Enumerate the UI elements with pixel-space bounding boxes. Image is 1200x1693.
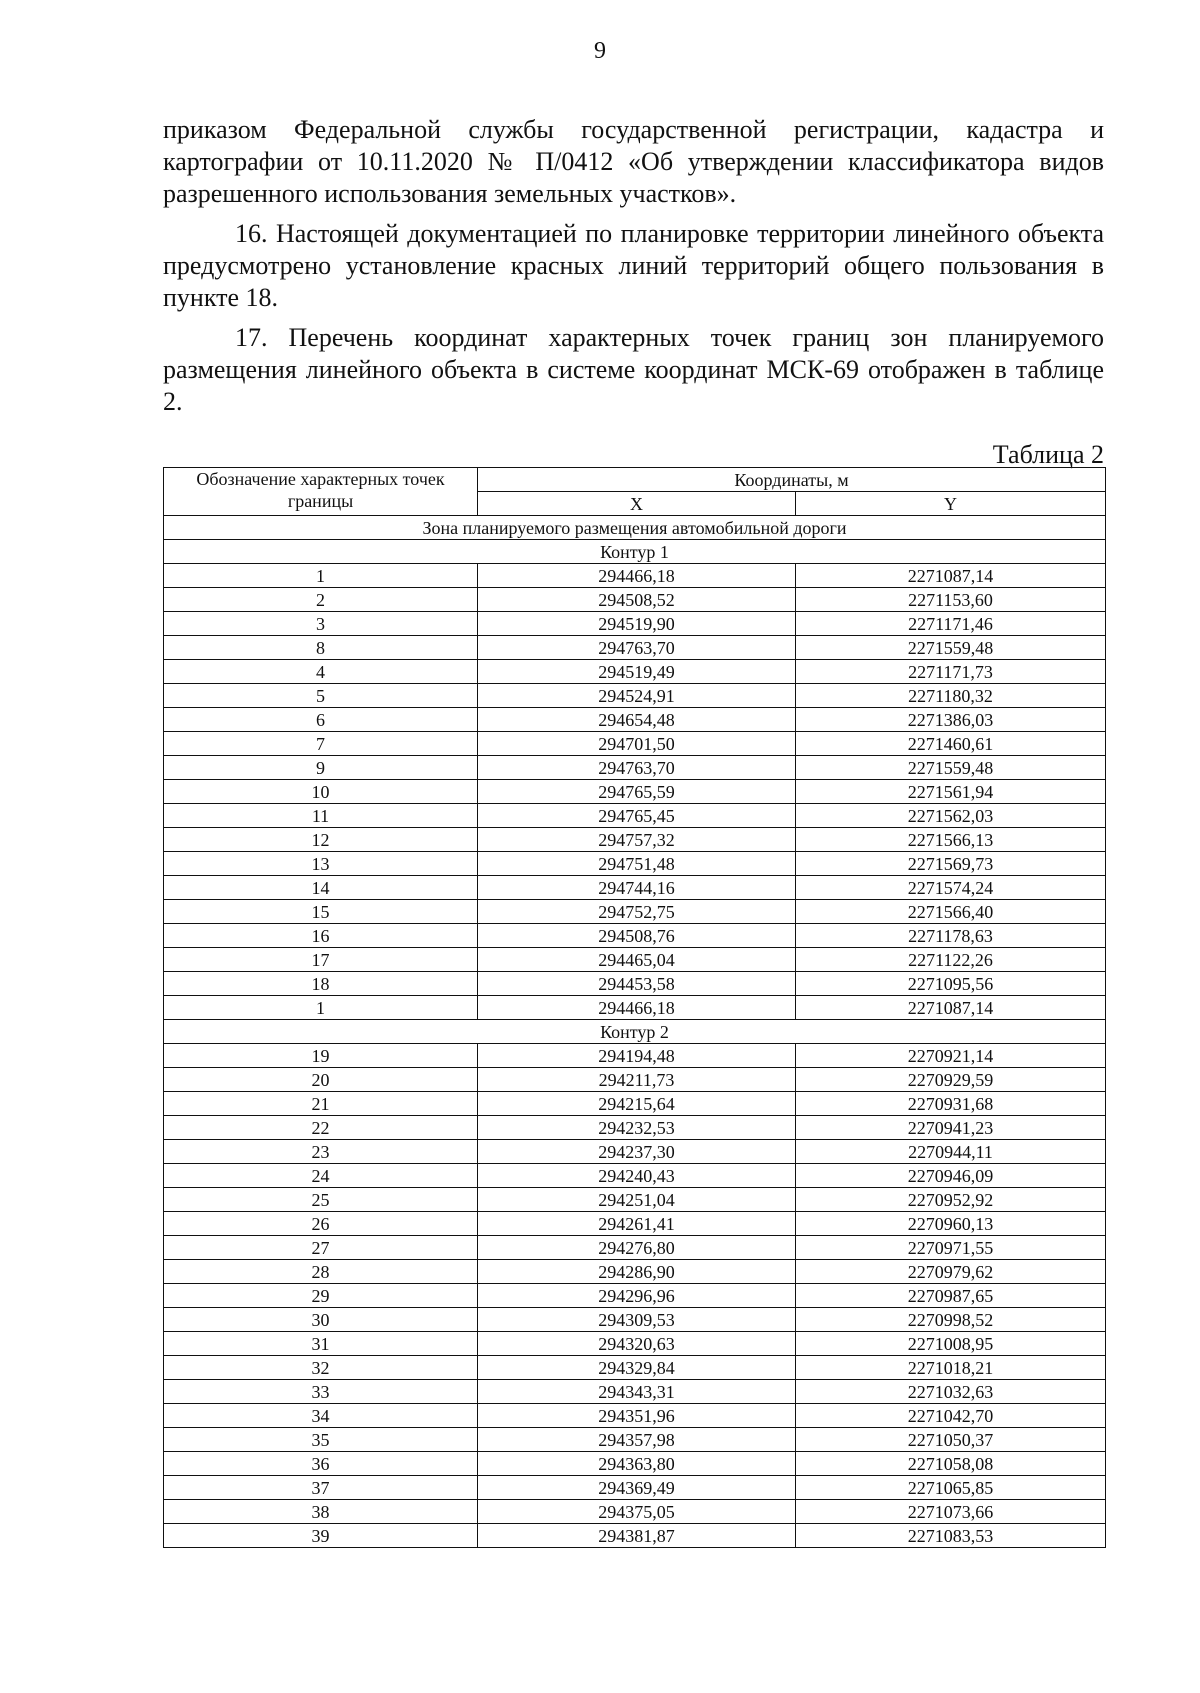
coord-x: 294519,49: [478, 660, 796, 684]
table-row: [164, 1260, 1106, 1284]
coord-y: 2271566,13: [796, 828, 1106, 852]
coord-x: 294744,16: [478, 876, 796, 900]
coord-x: 294215,64: [478, 1092, 796, 1116]
coord-y: 2270987,65: [796, 1284, 1106, 1308]
coord-y: 2271171,46: [796, 612, 1106, 636]
header-x: X: [478, 492, 796, 516]
contour-title: Контур 1: [164, 540, 1106, 564]
point-number: 6: [164, 708, 478, 732]
table-row: [164, 1236, 1106, 1260]
point-number: 38: [164, 1500, 478, 1524]
point-number: 16: [164, 924, 478, 948]
coord-x: 294369,49: [478, 1476, 796, 1500]
coord-x: 294251,04: [478, 1188, 796, 1212]
table-row: [164, 1068, 1106, 1092]
point-number: 12: [164, 828, 478, 852]
table-row: [164, 804, 1106, 828]
coord-x: 294381,87: [478, 1524, 796, 1548]
table-row: [164, 1308, 1106, 1332]
point-number: 13: [164, 852, 478, 876]
coordinates-table: [163, 467, 1106, 1548]
coord-y: 2271087,14: [796, 564, 1106, 588]
header-coordinates: Координаты, м: [478, 468, 1106, 492]
contour-title-row: [164, 1020, 1106, 1044]
coord-x: 294375,05: [478, 1500, 796, 1524]
contour-title: Контур 2: [164, 1020, 1106, 1044]
point-number: 4: [164, 660, 478, 684]
table-row: [164, 948, 1106, 972]
point-number: 26: [164, 1212, 478, 1236]
table-row: [164, 708, 1106, 732]
table-row: [164, 900, 1106, 924]
coord-y: 2271083,53: [796, 1524, 1106, 1548]
table-row: [164, 1188, 1106, 1212]
coord-y: 2271087,14: [796, 996, 1106, 1020]
header-points: Обозначение характерных точек границы: [164, 468, 478, 516]
coord-y: 2270960,13: [796, 1212, 1106, 1236]
coord-y: 2270998,52: [796, 1308, 1106, 1332]
coord-x: 294751,48: [478, 852, 796, 876]
coord-x: 294508,52: [478, 588, 796, 612]
point-number: 14: [164, 876, 478, 900]
coord-x: 294465,04: [478, 948, 796, 972]
coord-y: 2271562,03: [796, 804, 1106, 828]
coord-x: 294329,84: [478, 1356, 796, 1380]
coord-y: 2271153,60: [796, 588, 1106, 612]
coord-y: 2270971,55: [796, 1236, 1106, 1260]
paragraph-continuation: приказом Федеральной службы государственной регистрации, кадастра и картографии от 10.11.2020 № П/0412 «Об утверждении классификатора видов разрешенного использования земельных участков».: [163, 115, 1104, 208]
coord-y: 2271180,32: [796, 684, 1106, 708]
coord-y: 2271171,73: [796, 660, 1106, 684]
zone-title: Зона планируемого размещения автомобильной дороги: [164, 516, 1106, 540]
table-row: [164, 564, 1106, 588]
table-row: [164, 1092, 1106, 1116]
coord-x: 294701,50: [478, 732, 796, 756]
point-number: 2: [164, 588, 478, 612]
table-row: [164, 828, 1106, 852]
table-row: [164, 1428, 1106, 1452]
coord-x: 294357,98: [478, 1428, 796, 1452]
coord-x: 294524,91: [478, 684, 796, 708]
table-row: [164, 1380, 1106, 1404]
table-row: [164, 1284, 1106, 1308]
table-row: [164, 1116, 1106, 1140]
table-body: [164, 516, 1106, 1548]
coord-x: 294466,18: [478, 996, 796, 1020]
table-row: [164, 780, 1106, 804]
coord-x: 294508,76: [478, 924, 796, 948]
point-number: 31: [164, 1332, 478, 1356]
coord-y: 2271569,73: [796, 852, 1106, 876]
point-number: 9: [164, 756, 478, 780]
coord-x: 294466,18: [478, 564, 796, 588]
coord-x: 294237,30: [478, 1140, 796, 1164]
coord-y: 2270921,14: [796, 1044, 1106, 1068]
point-number: 28: [164, 1260, 478, 1284]
coord-y: 2270979,62: [796, 1260, 1106, 1284]
coord-x: 294363,80: [478, 1452, 796, 1476]
table-row: [164, 876, 1106, 900]
point-number: 3: [164, 612, 478, 636]
coord-x: 294519,90: [478, 612, 796, 636]
coord-x: 294752,75: [478, 900, 796, 924]
coord-y: 2271065,85: [796, 1476, 1106, 1500]
coord-x: 294757,32: [478, 828, 796, 852]
point-number: 35: [164, 1428, 478, 1452]
point-number: 1: [164, 996, 478, 1020]
zone-row: [164, 516, 1106, 540]
coord-y: 2271073,66: [796, 1500, 1106, 1524]
coord-y: 2271058,08: [796, 1452, 1106, 1476]
point-number: 10: [164, 780, 478, 804]
coord-x: 294276,80: [478, 1236, 796, 1260]
coord-x: 294211,73: [478, 1068, 796, 1092]
point-number: 33: [164, 1380, 478, 1404]
point-number: 24: [164, 1164, 478, 1188]
coord-y: 2271566,40: [796, 900, 1106, 924]
table-header-row: [164, 468, 1106, 492]
coord-y: 2271561,94: [796, 780, 1106, 804]
point-number: 15: [164, 900, 478, 924]
coord-y: 2270952,92: [796, 1188, 1106, 1212]
table-row: [164, 684, 1106, 708]
point-number: 39: [164, 1524, 478, 1548]
point-number: 29: [164, 1284, 478, 1308]
coord-y: 2271050,37: [796, 1428, 1106, 1452]
coord-y: 2271460,61: [796, 732, 1106, 756]
coord-x: 294286,90: [478, 1260, 796, 1284]
coord-x: 294654,48: [478, 708, 796, 732]
point-number: 11: [164, 804, 478, 828]
point-number: 20: [164, 1068, 478, 1092]
coord-x: 294261,41: [478, 1212, 796, 1236]
coord-y: 2271095,56: [796, 972, 1106, 996]
table-row: [164, 1044, 1106, 1068]
table-row: [164, 1452, 1106, 1476]
coord-x: 294309,53: [478, 1308, 796, 1332]
table-row: [164, 1356, 1106, 1380]
table-row: [164, 1524, 1106, 1548]
point-number: 34: [164, 1404, 478, 1428]
table-row: [164, 636, 1106, 660]
table-row: [164, 732, 1106, 756]
table-row: [164, 924, 1106, 948]
point-number: 1: [164, 564, 478, 588]
coord-x: 294763,70: [478, 636, 796, 660]
coord-x: 294296,96: [478, 1284, 796, 1308]
point-number: 32: [164, 1356, 478, 1380]
point-number: 21: [164, 1092, 478, 1116]
table-row: [164, 1500, 1106, 1524]
point-number: 8: [164, 636, 478, 660]
coord-x: 294765,45: [478, 804, 796, 828]
contour-title-row: [164, 540, 1106, 564]
table-row: [164, 1212, 1106, 1236]
point-number: 22: [164, 1116, 478, 1140]
table-caption: Таблица 2: [992, 440, 1104, 469]
table-row: [164, 972, 1106, 996]
point-number: 25: [164, 1188, 478, 1212]
coord-x: 294453,58: [478, 972, 796, 996]
header-y: Y: [796, 492, 1106, 516]
coord-x: 294763,70: [478, 756, 796, 780]
coord-y: 2271018,21: [796, 1356, 1106, 1380]
point-number: 5: [164, 684, 478, 708]
point-number: 37: [164, 1476, 478, 1500]
coord-x: 294320,63: [478, 1332, 796, 1356]
point-number: 23: [164, 1140, 478, 1164]
paragraph-17: 17. Перечень координат характерных точек границ зон планируемого размещения линейного объекта в системе координат МСК-69 отображен в таблице 2.: [163, 323, 1104, 416]
point-number: 18: [164, 972, 478, 996]
table-row: [164, 1476, 1106, 1500]
table-row: [164, 1404, 1106, 1428]
coord-y: 2270929,59: [796, 1068, 1106, 1092]
coord-y: 2271122,26: [796, 948, 1106, 972]
table-row: [164, 756, 1106, 780]
coord-y: 2271386,03: [796, 708, 1106, 732]
table-row: [164, 1332, 1106, 1356]
table-row: [164, 996, 1106, 1020]
coord-x: 294194,48: [478, 1044, 796, 1068]
coord-x: 294343,31: [478, 1380, 796, 1404]
coord-x: 294351,96: [478, 1404, 796, 1428]
coord-y: 2270944,11: [796, 1140, 1106, 1164]
coord-y: 2270946,09: [796, 1164, 1106, 1188]
coord-y: 2271559,48: [796, 636, 1106, 660]
table-row: [164, 612, 1106, 636]
coord-y: 2271178,63: [796, 924, 1106, 948]
paragraph-16: 16. Настоящей документацией по планировке территории линейного объекта предусмотрено установление красных линий территорий общего пользования в пункте 18.: [163, 219, 1104, 312]
table-row: [164, 660, 1106, 684]
coord-x: 294232,53: [478, 1116, 796, 1140]
point-number: 7: [164, 732, 478, 756]
point-number: 19: [164, 1044, 478, 1068]
coord-y: 2270941,23: [796, 1116, 1106, 1140]
point-number: 27: [164, 1236, 478, 1260]
page-number: 9: [594, 38, 606, 64]
table-row: [164, 1140, 1106, 1164]
coord-y: 2271008,95: [796, 1332, 1106, 1356]
point-number: 36: [164, 1452, 478, 1476]
table-row: [164, 1164, 1106, 1188]
coord-x: 294765,59: [478, 780, 796, 804]
coord-y: 2271042,70: [796, 1404, 1106, 1428]
coord-y: 2271559,48: [796, 756, 1106, 780]
coord-x: 294240,43: [478, 1164, 796, 1188]
point-number: 17: [164, 948, 478, 972]
table-row: [164, 852, 1106, 876]
body-text: [163, 114, 1104, 426]
coord-y: 2271032,63: [796, 1380, 1106, 1404]
point-number: 30: [164, 1308, 478, 1332]
table-row: [164, 588, 1106, 612]
coord-y: 2270931,68: [796, 1092, 1106, 1116]
coord-y: 2271574,24: [796, 876, 1106, 900]
